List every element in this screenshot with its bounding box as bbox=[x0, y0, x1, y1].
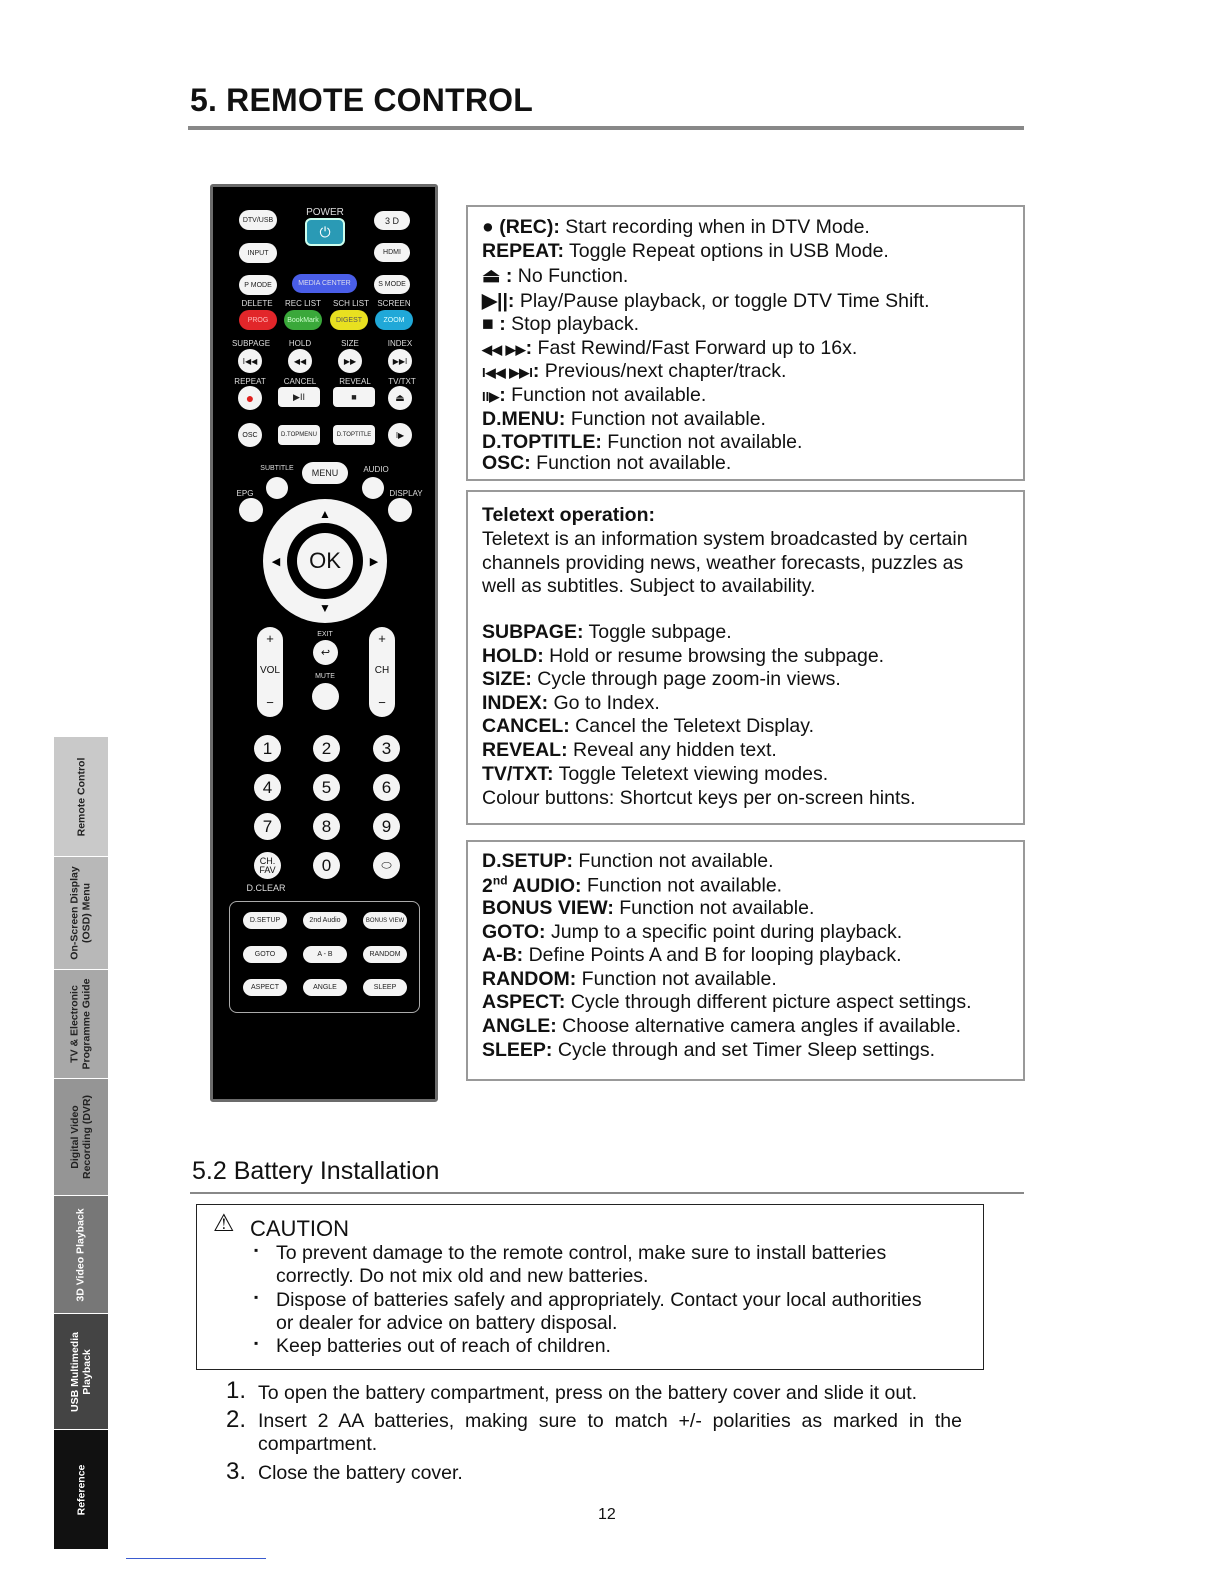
rec-description: ● (REC): Start recording when in DTV Mode. bbox=[482, 216, 870, 238]
stop-icon: ■ bbox=[482, 313, 494, 335]
cancel-description: CANCEL: Cancel the Teletext Display. bbox=[482, 715, 814, 737]
volume-plus-label: + bbox=[266, 631, 274, 646]
digit-6-button[interactable]: 6 bbox=[373, 774, 400, 801]
exit-label: EXIT bbox=[317, 631, 333, 638]
dpad-down-button[interactable] bbox=[311, 597, 339, 619]
d-topmenu-button[interactable]: D.TOPMENU bbox=[278, 425, 320, 445]
subtitle-label: SUBTITLE bbox=[260, 465, 294, 472]
channel-plus-label: + bbox=[378, 631, 386, 646]
a-b-button[interactable]: A - B bbox=[303, 946, 347, 963]
teletext-intro-line: channels providing news, weather forecasts, puzzles as bbox=[482, 552, 964, 574]
hold-description: HOLD: Hold or resume browsing the subpage. bbox=[482, 645, 885, 667]
stop-button[interactable] bbox=[333, 387, 375, 407]
step-button[interactable] bbox=[388, 423, 412, 447]
rewind-forward-description: ◀◀ ▶▶: Fast Rewind/Fast Forward up to 16x. bbox=[482, 337, 858, 359]
d-toptitle-button[interactable]: D.TOPTITLE bbox=[333, 425, 375, 445]
reveal-description: REVEAL: Reveal any hidden text. bbox=[482, 739, 777, 761]
side-tab-label: USB Multimedia Playback bbox=[69, 1331, 93, 1412]
3d-button[interactable]: 3 D bbox=[374, 211, 410, 230]
prev-icon: I◀◀ bbox=[242, 356, 258, 366]
sleep-button[interactable]: SLEEP bbox=[363, 979, 407, 996]
play-pause-icon: ▶|| bbox=[482, 290, 508, 312]
caution-bullet-text: correctly. Do not mix old and new batteries. bbox=[276, 1265, 649, 1287]
index-label: INDEX bbox=[387, 339, 413, 348]
teletext-intro-line: Teletext is an information system broadcasted by certain bbox=[482, 528, 968, 550]
channel-minus-label: − bbox=[378, 695, 386, 710]
audio-button[interactable] bbox=[362, 477, 384, 499]
hold-label: HOLD bbox=[288, 339, 312, 348]
d-toptitle-description: D.TOPTITLE: Function not available. bbox=[482, 431, 803, 453]
zoom-blue-button[interactable]: ZOOM bbox=[375, 310, 413, 330]
eject-button[interactable] bbox=[388, 386, 412, 410]
bonus-view-description: BONUS VIEW: Function not available. bbox=[482, 897, 815, 919]
second-audio-button[interactable]: 2nd Audio bbox=[303, 912, 347, 929]
play-pause-icon: ▶II bbox=[293, 391, 305, 402]
digit-2-button[interactable]: 2 bbox=[313, 735, 340, 762]
display-button[interactable] bbox=[388, 498, 412, 522]
bullet-marker: ▪ bbox=[254, 1243, 259, 1257]
arrow-left-icon: ◀ bbox=[271, 555, 281, 568]
teletext-intro-line: well as subtitles. Subject to availability. bbox=[482, 575, 816, 597]
eject-icon: ⏏ bbox=[395, 392, 405, 404]
side-tab-tv-epg[interactable] bbox=[54, 970, 108, 1079]
battery-divider bbox=[190, 1192, 1024, 1194]
random-description: RANDOM: Function not available. bbox=[482, 968, 777, 990]
second-audio-description: 2nd AUDIO: Function not available. bbox=[482, 873, 783, 897]
step-description: II▶: Function not available. bbox=[482, 384, 707, 406]
step-text: compartment. bbox=[258, 1433, 378, 1455]
dpad-up-button[interactable] bbox=[311, 503, 339, 525]
s-mode-button[interactable]: S MODE bbox=[374, 275, 410, 294]
caution-label: CAUTION bbox=[250, 1216, 349, 1241]
volume-rocker[interactable] bbox=[257, 627, 283, 717]
step-number: 3. bbox=[226, 1458, 247, 1485]
side-tab-osd-menu[interactable] bbox=[54, 857, 108, 970]
dpad-right-button[interactable] bbox=[365, 549, 383, 573]
tv-txt-description: TV/TXT: Toggle Teletext viewing modes. bbox=[482, 763, 829, 785]
screen-label: SCREEN bbox=[377, 299, 411, 308]
step-number: 1. bbox=[226, 1377, 247, 1404]
mute-label: MUTE bbox=[315, 673, 335, 680]
digit-1-button[interactable]: 1 bbox=[254, 735, 281, 762]
ch-fav-button[interactable]: CH. FAV bbox=[254, 852, 281, 879]
rewind-button[interactable] bbox=[288, 349, 312, 373]
loop-icon: ⬭ bbox=[381, 858, 392, 872]
next-icon: ▶▶I bbox=[392, 356, 408, 366]
next-track-button[interactable] bbox=[388, 349, 412, 373]
ok-button[interactable]: OK bbox=[297, 533, 353, 589]
channel-label: CH bbox=[374, 665, 390, 676]
power-label: POWER bbox=[306, 207, 344, 218]
arrow-down-icon: ▼ bbox=[319, 601, 331, 615]
play-pause-button[interactable] bbox=[278, 387, 320, 407]
forward-button[interactable] bbox=[338, 349, 362, 373]
rewind-forward-icon: ◀◀ ▶▶ bbox=[482, 342, 526, 357]
a-b-description: A-B: Define Points A and B for looping playback. bbox=[482, 944, 902, 966]
disc-functions-box bbox=[466, 840, 1025, 1081]
subpage-description: SUBPAGE: Toggle subpage. bbox=[482, 621, 732, 643]
digest-yellow-button[interactable]: DIGEST bbox=[330, 310, 368, 330]
size-description: SIZE: Cycle through page zoom-in views. bbox=[482, 668, 841, 690]
random-button[interactable]: RANDOM bbox=[363, 946, 407, 963]
exit-button[interactable] bbox=[313, 640, 338, 665]
digit-0-button[interactable]: 0 bbox=[313, 852, 340, 879]
colour-buttons-description: Colour buttons: Shortcut keys per on-screen hints. bbox=[482, 787, 916, 809]
goto-description: GOTO: Jump to a specific point during playback. bbox=[482, 921, 903, 943]
bullet-marker: ▪ bbox=[254, 1290, 259, 1304]
power-icon: ⏻ bbox=[319, 223, 331, 240]
angle-button[interactable]: ANGLE bbox=[303, 979, 347, 996]
record-icon: ● bbox=[482, 216, 494, 238]
caution-bullet-text: Keep batteries out of reach of children. bbox=[276, 1335, 611, 1357]
size-label: SIZE bbox=[341, 339, 359, 348]
rewind-icon: ◀◀ bbox=[293, 356, 307, 366]
forward-icon: ▶▶ bbox=[343, 356, 357, 366]
prev-next-description: I◀◀ ▶▶I: Previous/next chapter/track. bbox=[482, 360, 787, 382]
record-icon: ● bbox=[245, 390, 255, 406]
side-tab-3d-video[interactable] bbox=[54, 1196, 108, 1314]
input-button[interactable]: INPUT bbox=[239, 243, 277, 263]
digit-8-button[interactable]: 8 bbox=[313, 813, 340, 840]
angle-description: ANGLE: Choose alternative camera angles if available. bbox=[482, 1015, 962, 1037]
prev-track-button[interactable] bbox=[238, 349, 262, 373]
bonus-view-button[interactable]: BONUS VIEW bbox=[363, 912, 407, 929]
bullet-marker: ▪ bbox=[254, 1336, 259, 1350]
teletext-box bbox=[466, 490, 1025, 825]
volume-minus-label: − bbox=[266, 695, 274, 710]
side-tab-label: 3D Video Playback bbox=[75, 1207, 87, 1302]
aspect-description: ASPECT: Cycle through different picture aspect settings. bbox=[482, 991, 972, 1013]
delete-label: DELETE bbox=[241, 299, 273, 308]
sleep-description: SLEEP: Cycle through and set Timer Sleep settings. bbox=[482, 1039, 936, 1061]
hdmi-button[interactable]: HDMI bbox=[374, 243, 410, 262]
arrow-right-icon: ▶ bbox=[369, 555, 379, 568]
epg-label: EPG bbox=[236, 489, 254, 498]
caution-bullet-text: or dealer for advice on battery disposal. bbox=[276, 1312, 618, 1334]
step-icon: II▶ bbox=[482, 389, 500, 404]
reveal-label: REVEAL bbox=[339, 377, 371, 386]
eject-icon: ⏏ bbox=[482, 265, 501, 287]
p-mode-button[interactable]: P MODE bbox=[239, 275, 277, 295]
navigation-pad bbox=[263, 499, 387, 623]
prev-next-icon: I◀◀ ▶▶I bbox=[482, 365, 533, 380]
side-tab-reference[interactable] bbox=[54, 1430, 108, 1550]
subpage-label: SUBPAGE bbox=[231, 339, 271, 348]
page-title: 5. REMOTE CONTROL bbox=[190, 82, 533, 118]
warning-icon: ⚠ bbox=[213, 1210, 235, 1237]
caution-bullet-text: Dispose of batteries safely and appropriately. Contact your local authorities bbox=[276, 1289, 922, 1311]
eject-description: ⏏ : No Function. bbox=[482, 265, 629, 287]
return-icon: ↩ bbox=[320, 647, 331, 659]
side-tab-remote-control[interactable] bbox=[54, 737, 108, 857]
rec-list-label: REC LIST bbox=[284, 299, 322, 308]
digit-3-button[interactable]: 3 bbox=[373, 735, 400, 762]
d-clear-label: D.CLEAR bbox=[246, 883, 286, 893]
repeat-label: REPEAT bbox=[234, 377, 266, 386]
side-tab-label: Remote Control bbox=[75, 757, 87, 836]
teletext-heading: Teletext operation: bbox=[482, 504, 655, 526]
dtv-usb-button[interactable]: DTV/USB bbox=[239, 210, 277, 230]
osc-button[interactable]: OSC bbox=[238, 423, 262, 447]
d-setup-button[interactable]: D.SETUP bbox=[243, 912, 287, 929]
battery-section-title: 5.2 Battery Installation bbox=[192, 1157, 440, 1185]
step-text: Close the battery cover. bbox=[258, 1462, 463, 1484]
side-tab-usb-multimedia[interactable] bbox=[54, 1314, 108, 1430]
tv-txt-label: TV/TXT bbox=[388, 377, 416, 386]
prog-red-button[interactable]: PROG bbox=[239, 310, 277, 330]
d-menu-description: D.MENU: Function not available. bbox=[482, 408, 766, 430]
digit-4-button[interactable]: 4 bbox=[254, 774, 281, 801]
step-text: To open the battery compartment, press on the battery cover and slide it out. bbox=[258, 1382, 918, 1404]
footer-link-underline bbox=[126, 1558, 266, 1559]
power-button[interactable] bbox=[305, 218, 345, 246]
step-number: 2. bbox=[226, 1406, 247, 1433]
subtitle-button[interactable] bbox=[266, 477, 288, 499]
repeat-description: REPEAT: Toggle Repeat options in USB Mode. bbox=[482, 240, 889, 262]
audio-label: AUDIO bbox=[363, 465, 389, 474]
d-setup-description: D.SETUP: Function not available. bbox=[482, 850, 774, 872]
display-label: DISPLAY bbox=[389, 489, 423, 498]
stop-description: ■ : Stop playback. bbox=[482, 313, 640, 335]
bookmark-green-button[interactable]: BookMark bbox=[284, 310, 322, 330]
play-pause-description: ▶||: Play/Pause playback, or toggle DTV Time Shift. bbox=[482, 290, 930, 312]
side-tab-dvr[interactable] bbox=[54, 1079, 108, 1196]
goto-button[interactable]: GOTO bbox=[243, 946, 287, 963]
side-tab-label: TV & Electronic Programme Guide bbox=[69, 978, 93, 1070]
side-tab-label: Digital Video Recording (DVR) bbox=[69, 1095, 93, 1179]
mute-button[interactable] bbox=[312, 683, 339, 710]
rec-button[interactable] bbox=[238, 386, 262, 410]
caution-box bbox=[196, 1204, 984, 1370]
menu-button[interactable]: MENU bbox=[302, 462, 348, 484]
osc-description: OSC: Function not available. bbox=[482, 452, 732, 474]
dpad-left-button[interactable] bbox=[267, 549, 285, 573]
volume-label: VOL bbox=[259, 665, 280, 676]
step-text: Insert 2 AA batteries, making sure to match +/- polarities as marked in the bbox=[258, 1410, 962, 1432]
caution-bullet-text: To prevent damage to the remote control, make sure to install batteries bbox=[276, 1242, 887, 1264]
digit-9-button[interactable]: 9 bbox=[373, 813, 400, 840]
title-divider bbox=[188, 126, 1024, 130]
playback-functions-box bbox=[466, 205, 1025, 481]
loop-button[interactable] bbox=[373, 852, 400, 879]
arrow-up-icon: ▲ bbox=[319, 507, 331, 521]
epg-button[interactable] bbox=[239, 498, 263, 522]
side-tab-label: Reference bbox=[75, 1464, 87, 1515]
channel-rocker[interactable] bbox=[369, 627, 395, 717]
page-number: 12 bbox=[598, 1506, 616, 1523]
media-center-button[interactable]: MEDIA CENTER bbox=[292, 274, 357, 293]
side-tab-label: On-Screen Display (OSD) Menu bbox=[69, 866, 93, 960]
remote-control-illustration bbox=[210, 184, 438, 1102]
stop-icon: ■ bbox=[351, 392, 357, 402]
step-icon: I▶ bbox=[395, 430, 405, 440]
sch-list-label: SCH LIST bbox=[332, 299, 370, 308]
digit-5-button[interactable]: 5 bbox=[313, 774, 340, 801]
aspect-button[interactable]: ASPECT bbox=[243, 979, 287, 996]
digit-7-button[interactable]: 7 bbox=[254, 813, 281, 840]
index-description: INDEX: Go to Index. bbox=[482, 692, 660, 714]
cancel-label: CANCEL bbox=[283, 377, 317, 386]
